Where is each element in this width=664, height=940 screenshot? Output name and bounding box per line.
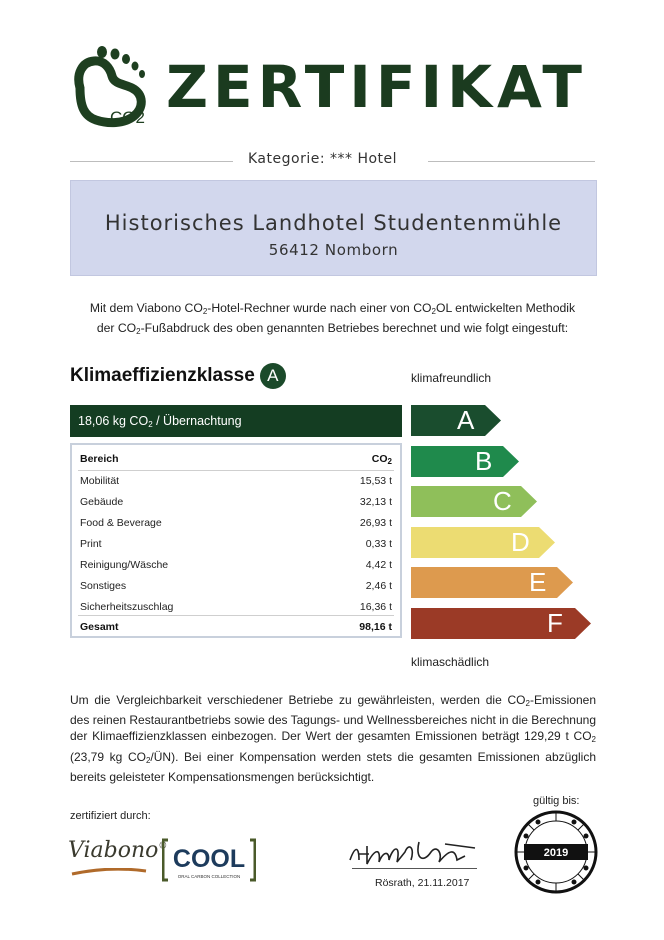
- divider-right: [428, 161, 595, 162]
- certificate-title: ZERTIFIKAT: [166, 53, 587, 121]
- hotel-name: Historisches Landhotel Studentenmühle: [104, 211, 563, 235]
- row-value: 2,46 t: [365, 580, 392, 592]
- row-label: Reinigung/Wäsche: [80, 559, 169, 571]
- hotel-city: 56412 Nomborn: [268, 241, 399, 259]
- scale-letter: E: [529, 567, 547, 597]
- seal-year: 2019: [543, 847, 569, 859]
- row-label: Gebäude: [80, 496, 124, 508]
- per-stay-emissions: 18,06 kg $CO_2$ / Übernachtung: [70, 405, 402, 437]
- row-value: 26,93 t: [359, 517, 392, 529]
- table-row: [80, 580, 392, 600]
- footprint-logo-icon: [68, 44, 158, 134]
- row-value: 32,13 t: [359, 496, 392, 508]
- divider-left: [70, 161, 233, 162]
- valid-until-label: gültig bis:: [533, 795, 580, 807]
- climate-friendly-label: klimafreundlich: [411, 371, 492, 385]
- scale-letter: D: [511, 526, 530, 557]
- row-value: 4,42 t: [365, 559, 392, 571]
- table-row: [80, 559, 392, 579]
- scale-letter: B: [475, 445, 493, 476]
- row-value: 0,33 t: [365, 538, 392, 550]
- logo-co2-text: CO2: [110, 108, 145, 127]
- cool-logo: [162, 838, 256, 882]
- category-label: Kategorie: *** Hotel: [248, 151, 398, 167]
- scale-letter: F: [547, 607, 563, 638]
- cool-logo-subtext: ORAL CARBON COLLECTION: [177, 874, 241, 879]
- efficiency-class-heading: Klimaeffizienzklasse A: [70, 363, 286, 389]
- scale-arrow-b: [411, 446, 519, 477]
- table-total-divider: [78, 615, 394, 616]
- table-row: [80, 517, 392, 537]
- row-label: Print: [80, 538, 102, 550]
- table-header-divider: [78, 470, 394, 471]
- emissions-table: [70, 443, 402, 638]
- viabono-swoosh-icon: [70, 868, 148, 876]
- scale-arrow-f: [411, 608, 591, 639]
- row-value: 15,53 t: [359, 475, 392, 487]
- scale-letter: C: [493, 486, 512, 516]
- table-row: [80, 475, 392, 495]
- table-row: [80, 601, 392, 621]
- cool-logo-text: COOL: [172, 845, 246, 873]
- scale-arrow-a: [411, 405, 501, 436]
- table-row: [80, 538, 392, 558]
- intro-text: Mit dem Viabono $CO_2-Hotel$-Rechner wurde nach einer von $CO_2OL$ entwickelten Methodik der $CO_2$-Fußabdruck des oben genannten Betriebes berechnet und wie folgt eingestuft:: [89, 301, 576, 336]
- explanation-paragraph: Um die Vergleichbarkeit verschiedener Betriebe zu gewährleisten, werden die $CO_2$-Emissionen des reinen Restaurantbetriebs sowie des Tagungs- und Wellnessbereiches nicht in die Berechnung der Klimaeffizienzklassen einbezogen. Der Wert der gesamten Emissionen beträgt 129,29 t $CO_2$ (23,79 kg $CO_2/ÜN$). Bei einer Kompensation werden stets die gesamten Emissionen abzüglich bereits geleisteter Kompensationsmengen berücksichtigt.: [70, 693, 596, 784]
- place-date: Rösrath, 21.11.2017: [375, 877, 470, 889]
- row-label: Sonstiges: [80, 580, 127, 592]
- climate-harmful-label: klimaschädlich: [411, 655, 490, 669]
- row-label: Mobilität: [80, 475, 120, 487]
- table-header-area: Bereich: [80, 453, 119, 465]
- certified-by-label: zertifiziert durch:: [70, 810, 151, 822]
- viabono-logo: Viabono®: [68, 838, 167, 863]
- class-badge: A: [260, 363, 286, 389]
- scale-arrow-d: [411, 527, 555, 558]
- hotel-box: [70, 180, 597, 276]
- scale-arrow-e: [411, 567, 573, 598]
- table-header-co2: $CO_2$: [371, 453, 392, 466]
- signature-line: [352, 868, 477, 869]
- scale-letter: A: [457, 405, 475, 435]
- signature: [345, 838, 485, 870]
- scale-arrow-c: [411, 486, 537, 517]
- table-total-row: Gesamt 98,16 t: [80, 621, 392, 633]
- validity-seal-icon: [514, 810, 598, 894]
- row-label: Food & Beverage: [80, 517, 162, 529]
- table-row: [80, 496, 392, 516]
- row-label: Sicherheitszuschlag: [80, 601, 174, 613]
- row-value: 16,36 t: [359, 601, 392, 613]
